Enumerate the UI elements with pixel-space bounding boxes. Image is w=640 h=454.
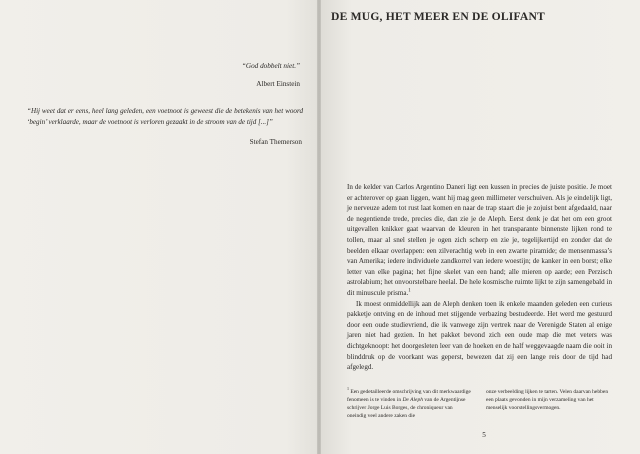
chapter-title: DE MUG, HET MEER EN DE OLIFANT — [331, 10, 545, 23]
epigraph-1-quote: “God dobbelt niet.” — [241, 62, 300, 70]
footnote-text-1: Een gedetailleerde omschrijving van dit merkwaardige fenomeen is te vinden in — [347, 389, 471, 404]
page-number: 5 — [482, 431, 486, 439]
body-text — [347, 182, 612, 373]
epigraph-2-author: Stefan Themerson — [249, 138, 302, 146]
epigraph-1-author: Albert Einstein — [256, 80, 300, 88]
footnote-column-2: onze verbeelding lijken te tarten. Velen daarvan hebben een plaats gevonden in mijn verzameling van het menselijk voorstellingsvermogen. — [486, 389, 609, 412]
footnote-column-1 — [347, 388, 473, 420]
footnote-text-2: van de Argentijnse schrijver Jorge Luis Borges, de chroniqueur van oneindig veel andere zaken die — [347, 397, 466, 420]
footnote-number: 1 — [347, 386, 349, 392]
footnote-book-title: De Aleph — [402, 397, 423, 404]
epigraph-2-quote: “Hij weet dat er eens, heel lang geleden, een voetnoot is geweest die de betekenis van het woord ‘begin’ verklaarde, maar de voetnoot is verloren gezaakt in de stroom van de tijd [...]” — [27, 107, 303, 126]
paragraph-1 — [347, 182, 612, 299]
paragraph-2: Ik moest onmiddellijk aan de Aleph denken toen ik enkele maanden geleden een curieus pakketje ontving en de inhoud met stijgende verbazing bestudeerde. Het werd me gestuurd door een oude studievriend, die ik vanwege zijn vertrek naar de Verenigde Staten al enige jaren niet had gezien. In het pakket bevond zich een oude map die met veters was dichtgeknoopt: het doorgesleten leer van de hoeken en de half weggevaagde naam die ooit in blinddruk op de voorkant was geperst, bewezen dat zij een lange reis door de tijd had afgelegd. — [347, 299, 612, 372]
book-gutter — [317, 0, 321, 454]
footnote-reference: 1 — [408, 288, 411, 294]
paragraph-1-text: In de kelder van Carlos Argentino Daneri ligt een kussen in precies de juiste positie. Je moet er achterover op gaan liggen, want hij mag geen millimeter verschuiven. Als je eindelijk ligt, je nerveuze adem tot rust laat komen en naar de trap staart die je zojuist bent afgedaald, naar de negentiende trede, precies die, dan zie je de Aleph. Eerst denk je dat het om een groot uitgevallen knikker gaat waarvan de kleuren in het transparante binnenste lijken rond te tollen, maar al snel stellen je ogen zich scherp en zie je, tegelijkertijd en zonder dat de beelden elkaar overlappen: een zilverachtig web in een zwarte piramide; de mensenmassa’s van Amerika; iedere individuele zandkorrel van iedere woestijn; de kanker in een borst; elke letter van elke pagina; het fijne skelet van een hand; alle mieren op aarde; een Perzisch astrolabium; het onvoorstelbare heelal. De hele kosmische ruimte lijkt te zijn samengebald in dit minuscule prisma. — [347, 183, 612, 297]
